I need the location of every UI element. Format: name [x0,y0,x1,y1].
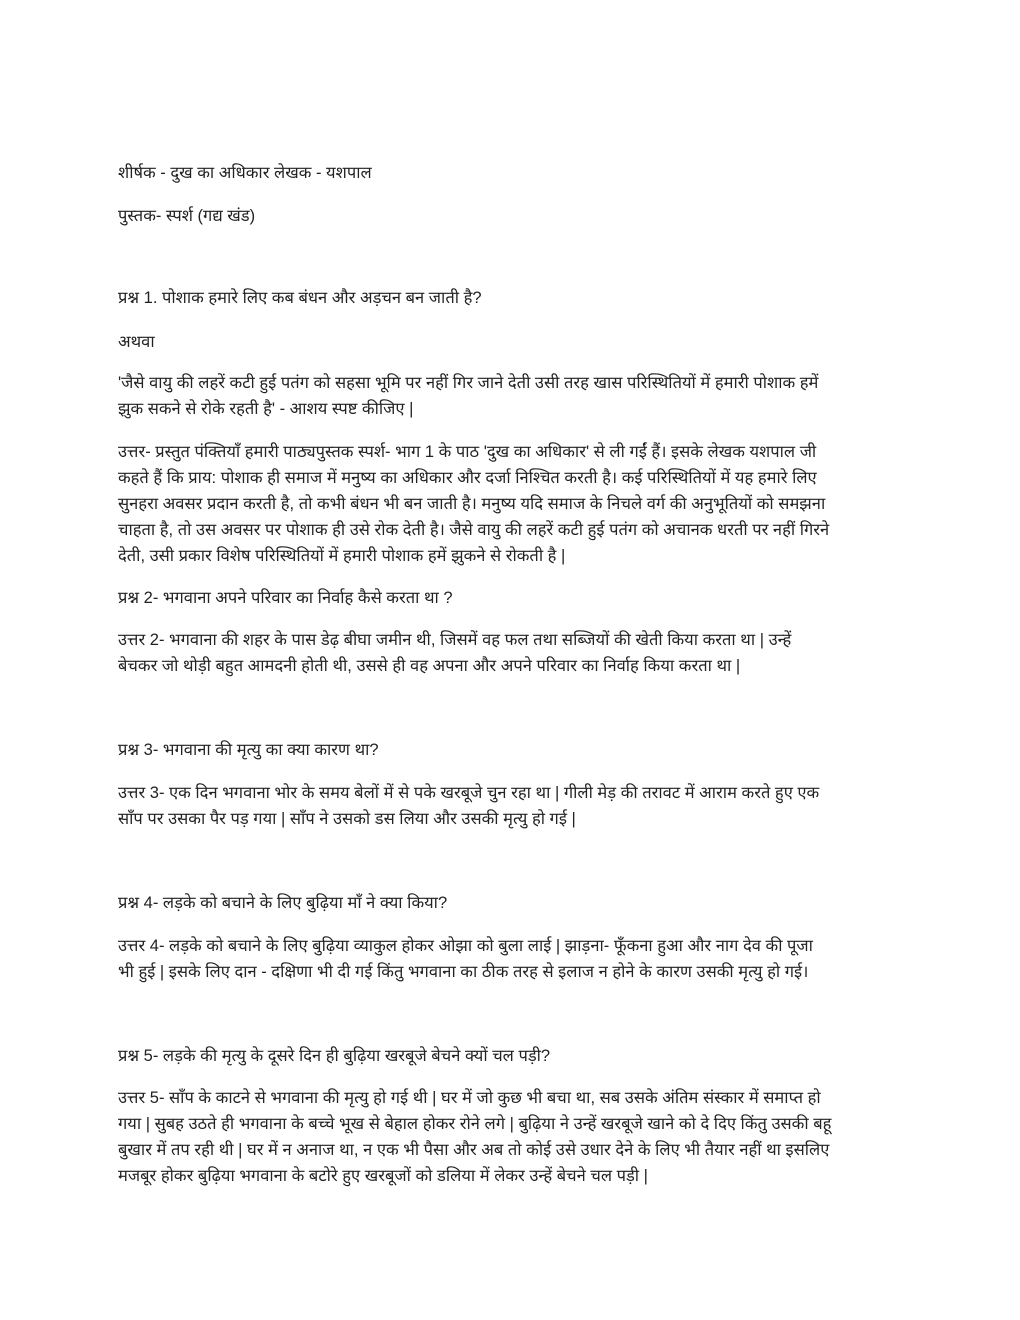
question-3: प्रश्न 3- भगवाना की मृत्यु का क्या कारण था? [118,741,379,759]
or-label: अथवा [118,333,155,351]
text-line: उत्तर 2- भगवाना की शहर के पास डेढ़ बीघा जमीन थी, जिसमें वह फल तथा सब्जियों की खेती किया करता था | उन्हें [118,631,792,649]
answer-3 [118,780,918,832]
text-line: बुखार में तप रही थी | घर में न अनाज था, न एक भी पैसा और अब तो कोई उसे उधार देने के लिए भी तैयार नहीं था इसलिए [118,1141,830,1159]
answer-2 [118,627,918,679]
text-line: 'जैसे वायु की लहरें कटी हुई पतंग को सहसा भूमि पर नहीं गिर जाने देती उसी तरह खास परिस्थितियों में हमारी पोशाक हमें [118,374,819,392]
question-1: प्रश्न 1. पोशाक हमारे लिए कब बंधन और अड़चन बन जाती है? [118,289,482,307]
text-line: सुनहरा अवसर प्रदान करती है, तो कभी बंधन भी बन जाती है। मनुष्य यदि समाज के निचले वर्ग की अनुभूतियों को समझना [118,495,826,513]
text-line: बेचकर जो थोड़ी बहुत आमदनी होती थी, उससे ही वह अपना और अपने परिवार का निर्वाह किया करता था | [118,657,741,675]
text-line: उत्तर 5- साँप के काटने से भगवाना की मृत्यु हो गई थी | घर में जो कुछ भी बचा था, सब उसके अंतिम संस्कार में समाप्त हो [118,1089,821,1107]
text-line: उत्तर- प्रस्तुत पंक्तियाँ हमारी पाठ्यपुस्तक स्पर्श- भाग 1 के पाठ 'दुख का अधिकार' से ली गईं हैं। इसके लेखक यशपाल जी [118,443,817,461]
answer-5 [118,1085,918,1189]
text-line: साँप पर उसका पैर पड़ गया | साँप ने उसको डस लिया और उसकी मृत्यु हो गई | [118,810,576,828]
question-2: प्रश्न 2- भगवाना अपने परिवार का निर्वाह कैसे करता था ? [118,589,453,607]
text-line: गया | सुबह उठते ही भगवाना के बच्चे भूख से बेहाल होकर रोने लगे | बुढ़िया ने उन्हें खरबूजे खाने को दे दिए किंतु उसकी बहू [118,1115,832,1133]
text-line: देती, उसी प्रकार विशेष परिस्थितियों में हमारी पोशाक हमें झुकने से रोकती है | [118,547,566,565]
text-line: भी हुई | इसके लिए दान - दक्षिणा भी दी गई किंतु भगवाना का ठीक तरह से इलाज न होने के कारण उसकी मृत्यु हो गई। [118,963,809,981]
text-line: चाहता है, तो उस अवसर पर पोशाक ही उसे रोक देती है। जैसे वायु की लहरें कटी हुई पतंग को अचानक धरती पर नहीं गिरने [118,521,830,539]
answer-4 [118,933,918,985]
book-line: पुस्तक- स्पर्श (गद्य खंड) [118,207,256,225]
text-line: कहते हैं कि प्राय: पोशाक ही समाज में मनुष्य का अधिकार और दर्जा निश्चित करती है। कई परिस्थितियों में यह हमारे लिए [118,469,817,487]
question-4: प्रश्न 4- लड़के को बचाने के लिए बुढ़िया माँ ने क्या किया? [118,894,448,912]
text-line: उत्तर 4- लड़के को बचाने के लिए बुढ़िया व्याकुल होकर ओझा को बुला लाई | झाड़ना- फूँकना हुआ और नाग देव की पूजा [118,937,813,955]
answer-1 [118,439,918,569]
text-line: झुक सकने से रोके रहती है' - आशय स्पष्ट कीजिए | [118,400,414,418]
question-5: प्रश्न 5- लड़के की मृत्यु के दूसरे दिन ही बुढ़िया खरबूजे बेचने क्यों चल पड़ी? [118,1047,551,1065]
text-line: उत्तर 3- एक दिन भगवाना भोर के समय बेलों में से पके खरबूजे चुन रहा था | गीली मेड़ की तरावट में आराम करते हुए एक [118,784,820,802]
text-line: मजबूर होकर बुढ़िया भगवाना के बटोरे हुए खरबूजों को डलिया में लेकर उन्हें बेचने चल पड़ी | [118,1167,648,1185]
title-line: शीर्षक - दुख का अधिकार लेखक - यशपाल [118,164,372,182]
quote-1 [118,370,918,422]
